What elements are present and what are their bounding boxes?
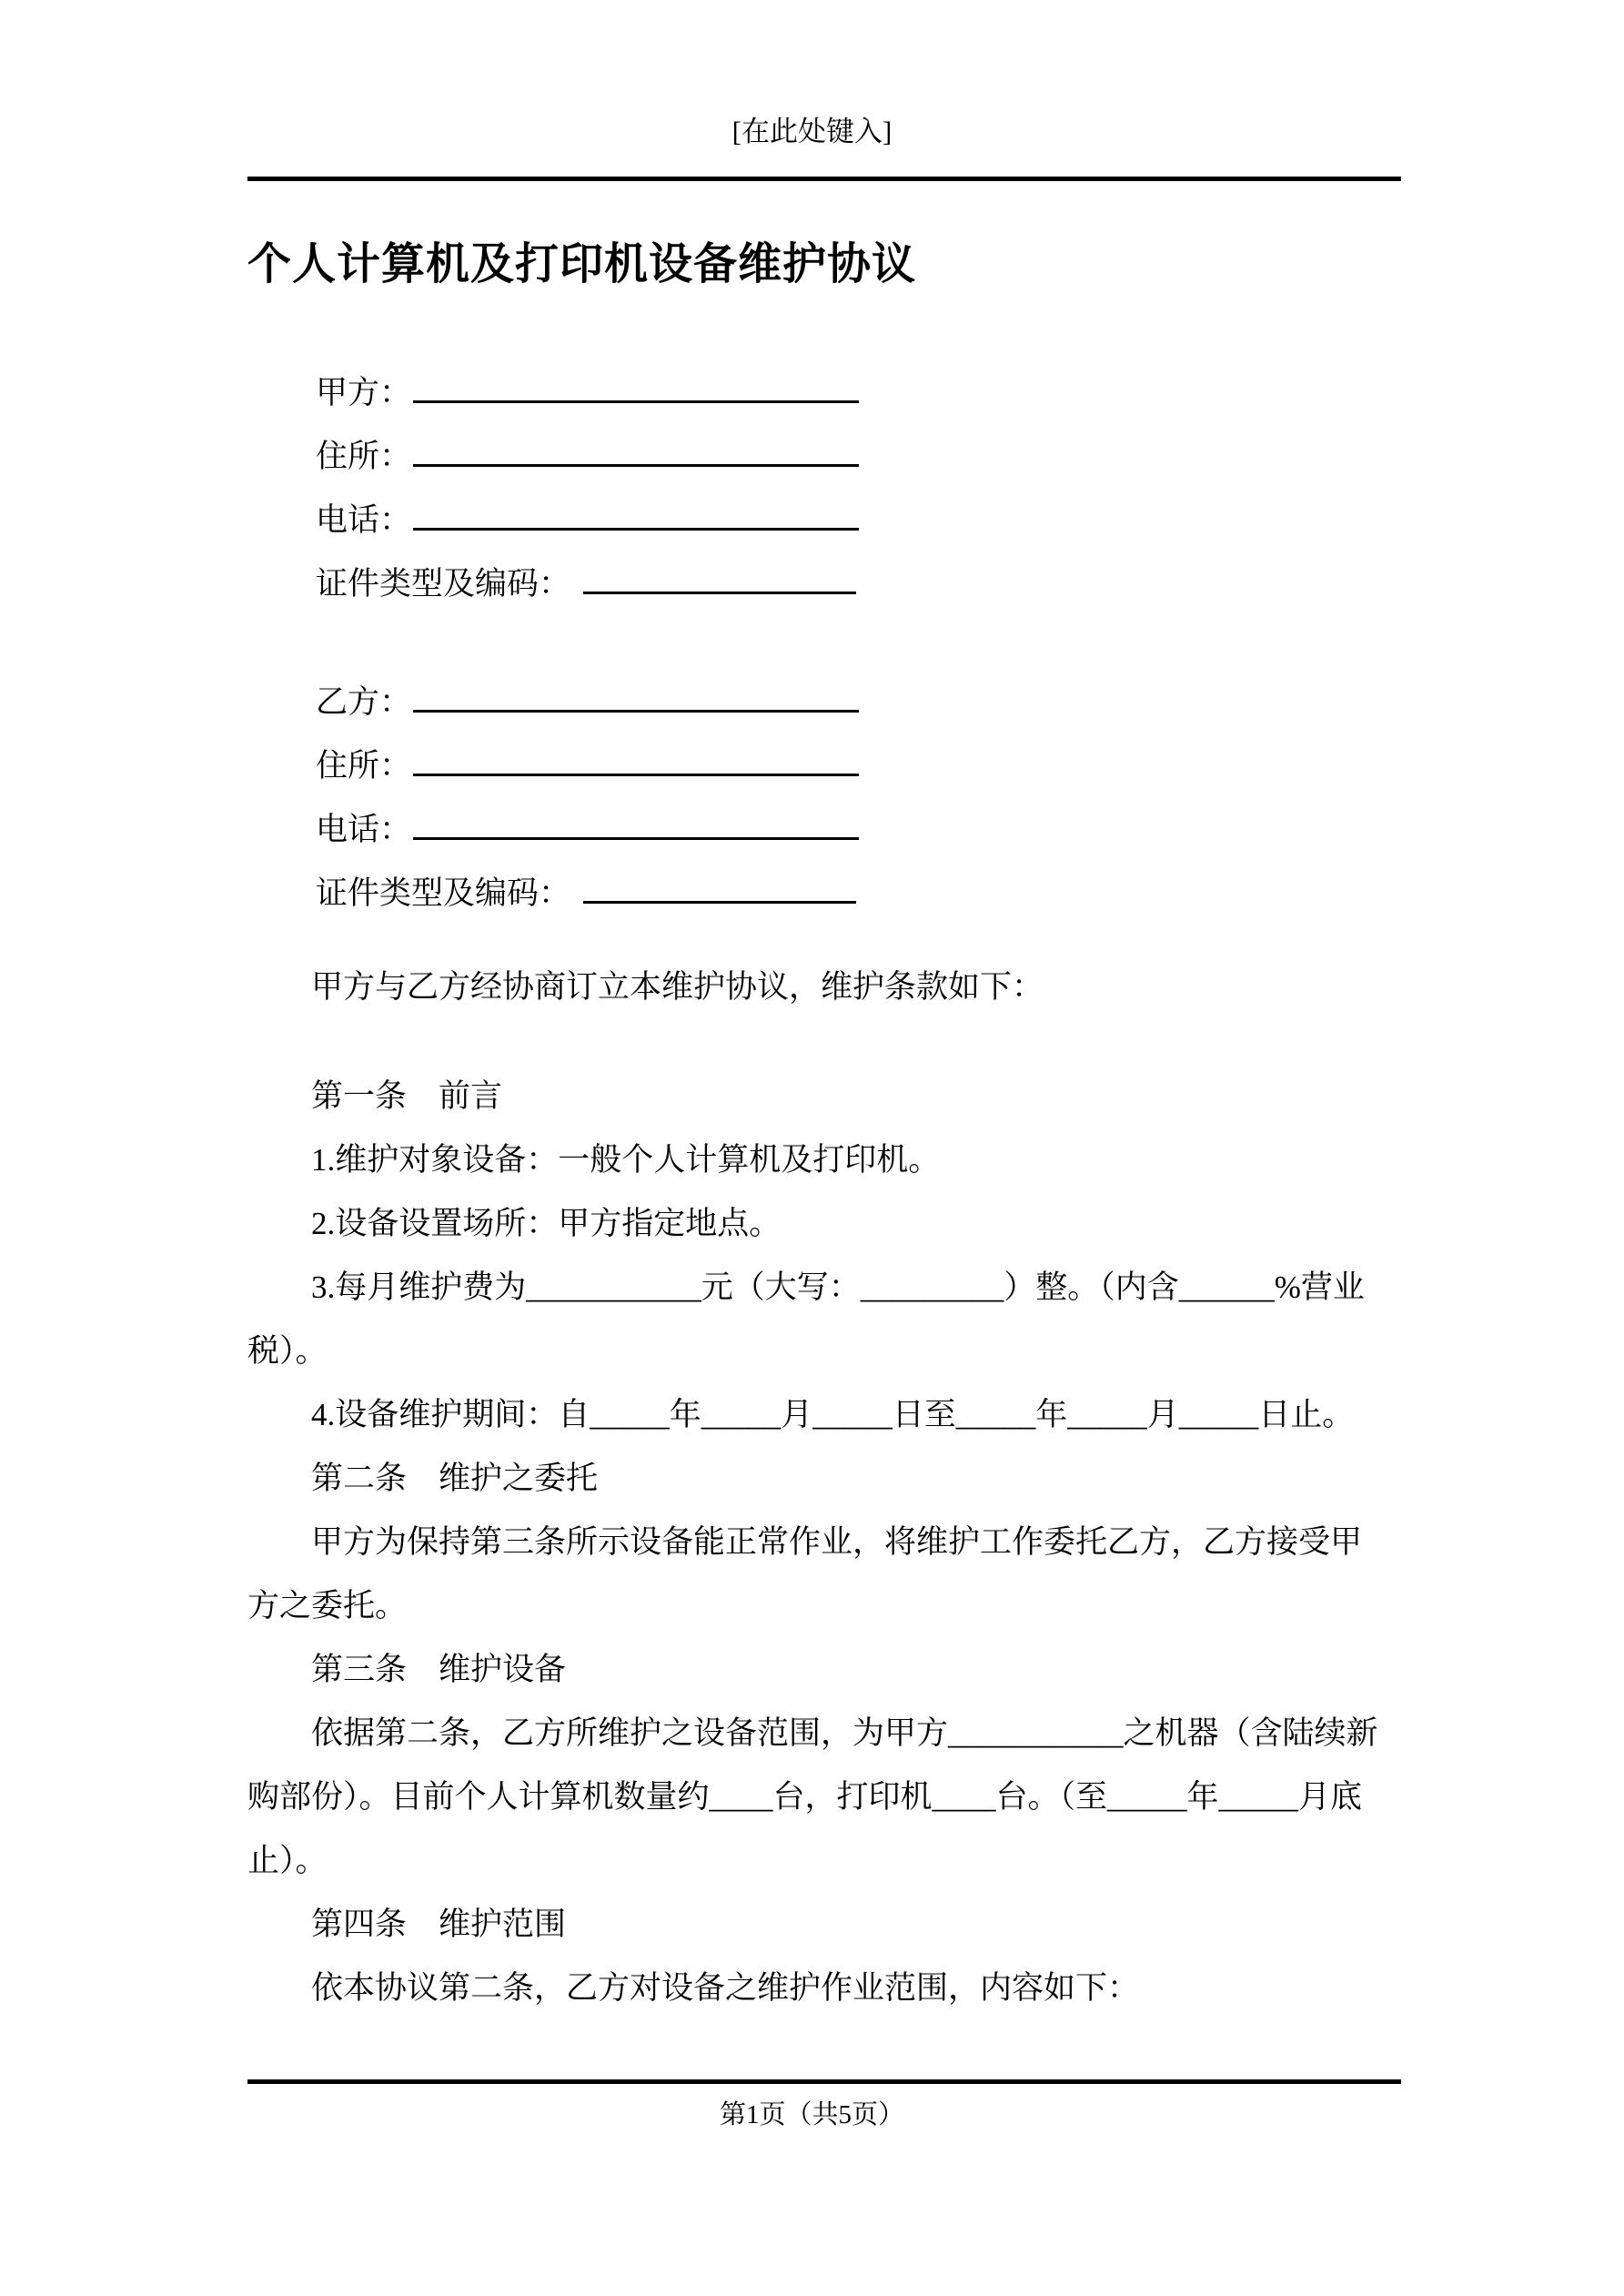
body-line: 止）。	[247, 1843, 328, 1878]
body-line: 3.每月维护费为___________元（大写：_________）整。（内含______%营业	[311, 1269, 1365, 1305]
party-a-id-blank[interactable]	[583, 561, 856, 594]
party-b-block	[247, 671, 1403, 925]
header-placeholder-text[interactable]: [在此处键入]	[731, 116, 893, 147]
party-a-address-label: 住所：	[316, 439, 412, 474]
body-line-intro: 甲方与乙方经协商订立本维护协议，维护条款如下：	[311, 969, 1044, 1005]
party-b-name-row	[247, 671, 1403, 734]
body-line: 依本协议第二条，乙方对设备之维护作业范围，内容如下：	[311, 1970, 1140, 2006]
party-a-address-blank[interactable]	[413, 433, 859, 467]
section-3-heading: 第三条 维护设备	[311, 1652, 567, 1687]
party-a-name-label: 甲方：	[316, 375, 412, 410]
body-line: 1.维护对象设备：一般个人计算机及打印机。	[311, 1142, 941, 1178]
party-b-id-blank[interactable]	[583, 870, 856, 904]
party-b-phone-label: 电话：	[316, 812, 412, 847]
party-b-address-blank[interactable]	[413, 743, 859, 776]
party-b-phone-blank[interactable]	[413, 806, 859, 840]
party-a-name-row	[247, 361, 1403, 425]
section-4-heading: 第四条 维护范围	[311, 1907, 567, 1942]
header-rule	[247, 177, 1401, 181]
party-b-phone-row	[247, 798, 1403, 862]
footer-rule	[247, 2079, 1401, 2084]
body-line: 税）。	[247, 1333, 328, 1369]
party-a-phone-blank[interactable]	[413, 497, 859, 531]
party-b-id-label: 证件类型及编码：	[316, 875, 571, 911]
party-a-phone-label: 电话：	[316, 502, 412, 538]
section-1-heading: 第一条 前言	[311, 1078, 503, 1114]
body-line: 方之委托。	[247, 1588, 408, 1623]
party-a-name-blank[interactable]	[413, 369, 859, 403]
party-b-name-label: 乙方：	[316, 684, 412, 720]
body-line: 购部份）。目前个人计算机数量约____台，打印机____台。（至_____年_____月底	[247, 1779, 1363, 1815]
body-line: 4.设备维护期间：自_____年_____月_____日至_____年_____月_____日止。	[311, 1397, 1355, 1432]
body-line: 依据第二条，乙方所维护之设备范围，为甲方___________之机器（含陆续新	[311, 1715, 1378, 1751]
party-b-address-row	[247, 734, 1403, 798]
section-2-heading: 第二条 维护之委托	[311, 1461, 599, 1496]
party-b-address-label: 住所：	[316, 748, 412, 784]
page-number: 第1页（共5页）	[719, 2100, 904, 2129]
party-a-phone-row	[247, 489, 1403, 552]
body-line: 甲方为保持第三条所示设备能正常作业，将维护工作委托乙方，乙方接受甲	[311, 1524, 1363, 1560]
party-a-id-label: 证件类型及编码：	[316, 566, 571, 602]
document-title: 个人计算机及打印机设备维护协议	[247, 240, 917, 288]
party-a-id-row	[247, 552, 1403, 616]
party-b-name-blank[interactable]	[413, 679, 859, 713]
party-a-address-row	[247, 425, 1403, 489]
party-a-block	[247, 361, 1403, 616]
body-line: 2.设备设置场所：甲方指定地点。	[311, 1206, 782, 1241]
contract-body	[247, 956, 1405, 2020]
party-b-id-row	[247, 862, 1403, 925]
